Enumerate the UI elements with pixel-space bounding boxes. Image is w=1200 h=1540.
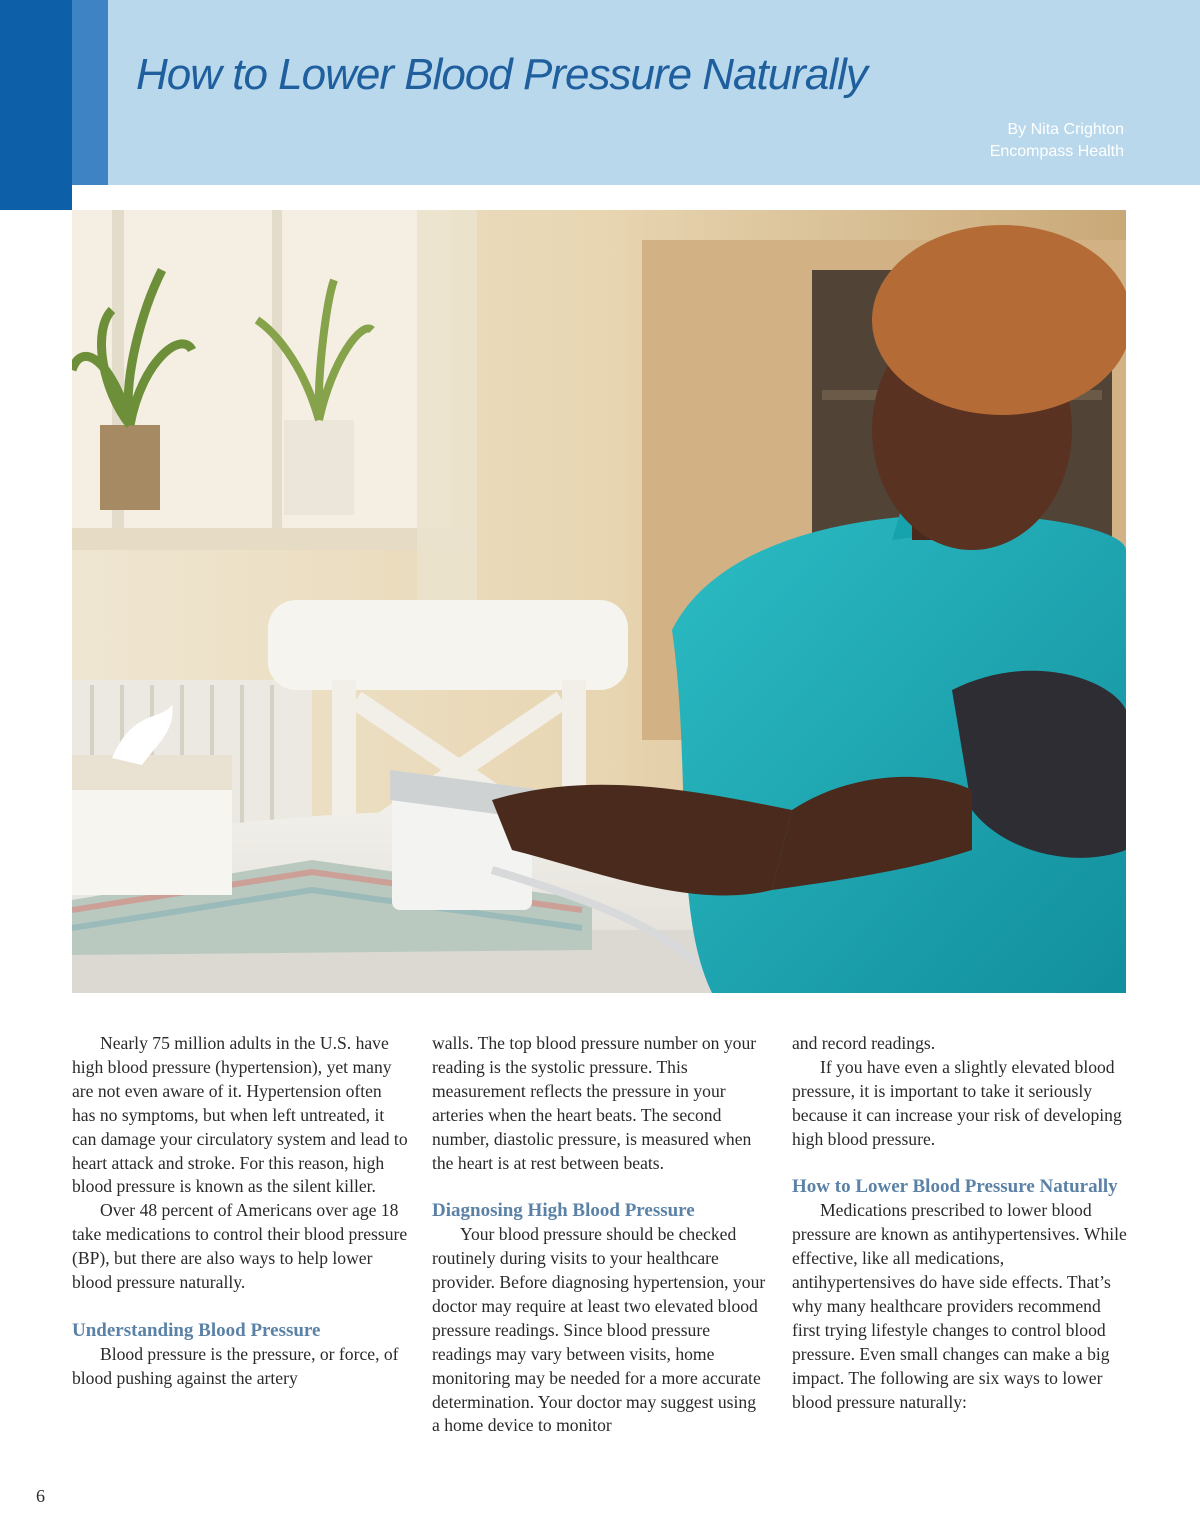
article-photo <box>72 210 1126 993</box>
spacer <box>72 1295 408 1319</box>
spacer <box>432 1175 768 1199</box>
photo-woman-measuring-blood-pressure-icon <box>72 210 1126 993</box>
body-column-2 <box>432 1032 768 1438</box>
spacer <box>792 1152 1128 1176</box>
paragraph: Medications prescribed to lower blood pressure are known as antihypertensives. While effective, like all medications, antihypertensives do have side effects. That’s why many healthcare providers recommend first trying lifestyle changes to control blood pressure. Even small changes can make a big impact. The following are six ways to lower blood pressure naturally: <box>792 1200 1127 1412</box>
byline-organization: Encompass Health <box>989 143 1124 160</box>
page-number: 6 <box>36 1486 45 1506</box>
byline <box>990 119 1124 163</box>
paragraph: Blood pressure is the pressure, or force, of blood pushing against the artery <box>72 1343 399 1388</box>
paragraph: If you have even a slightly elevated blood pressure, it is important to take it seriously because it can increase your risk of developing high blood pressure. <box>792 1056 1122 1149</box>
paragraph: walls. The top blood pressure number on your reading is the systolic pressure. This measurement reflects the pressure in your arteries when the heart beats. The second number, diastolic pressure, is measured when the heart is at rest between beats. <box>432 1033 757 1173</box>
section-heading: Understanding Blood Pressure <box>72 1319 321 1341</box>
article-title: How to Lower Blood Pressure Naturally <box>136 50 867 99</box>
section-heading: Diagnosing High Blood Pressure <box>432 1200 695 1222</box>
accent-bar-dark <box>0 0 72 210</box>
byline-author: By Nita Crighton <box>1007 121 1124 138</box>
paragraph: and record readings. <box>792 1033 936 1053</box>
body-column-1 <box>72 1032 408 1391</box>
paragraph: Over 48 percent of Americans over age 18 take medications to control their blood pressure (BP), but there are also ways to help lower blood pressure naturally. <box>72 1200 408 1293</box>
body-column-3 <box>792 1032 1128 1414</box>
paragraph: Your blood pressure should be checked routinely during visits to your healthcare provider. Before diagnosing hypertension, your doctor may require at least two elevated blood pressure readings. Since blood pressure readings may vary between visits, home monitoring may be needed for a more accurate determination. Your doctor may suggest using a home device to monitor <box>432 1224 766 1436</box>
paragraph: Nearly 75 million adults in the U.S. have high blood pressure (hypertension), yet many are not even aware of it. Hypertension often has no symptoms, but when left untreated, it can damage your circulatory system and lead to heart attack and stroke. For this reason, high blood pressure is known as the silent killer. <box>72 1033 408 1197</box>
section-heading: How to Lower Blood Pressure Naturally <box>792 1176 1118 1198</box>
accent-bar-light <box>72 0 108 185</box>
